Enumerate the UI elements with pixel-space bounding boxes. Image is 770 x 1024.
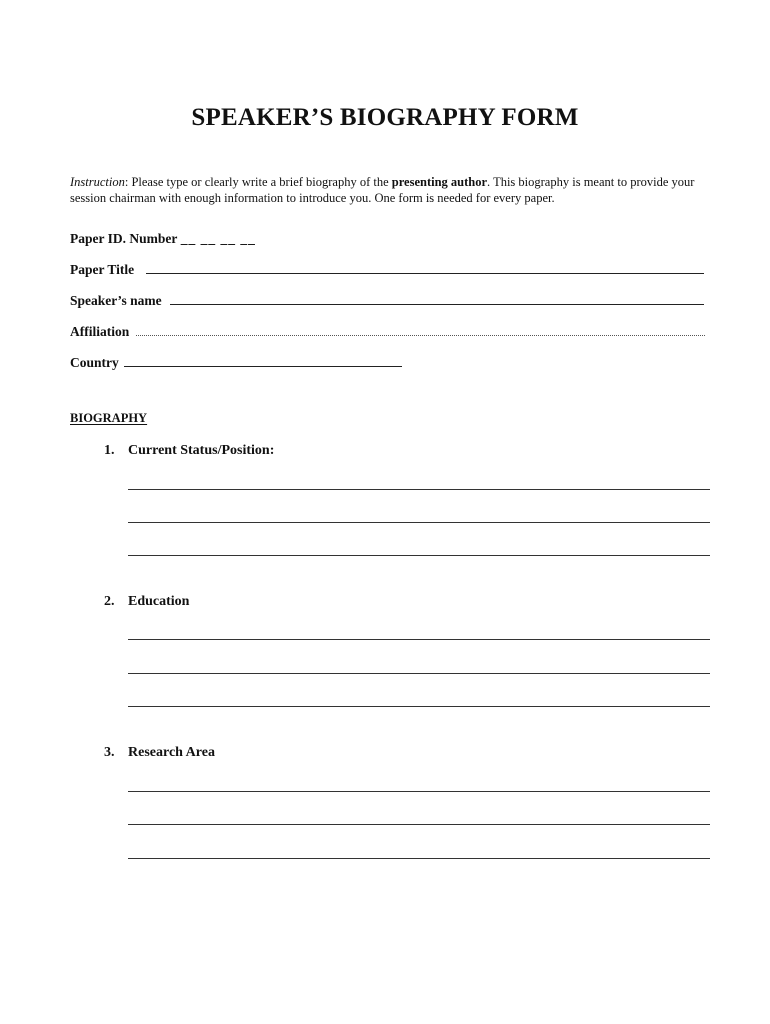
paper-id-field[interactable] (70, 231, 256, 247)
instruction-emphasis: presenting author (391, 175, 488, 189)
question-label: Current Status/Position: (128, 443, 275, 458)
question-label: Education (128, 594, 190, 609)
biography-heading: BIOGRAPHY (70, 411, 148, 425)
country-input-line[interactable] (124, 366, 402, 367)
question-current-status (104, 443, 274, 459)
question-label: Research Area (128, 745, 215, 760)
speaker-name-input-line[interactable] (170, 304, 704, 305)
affiliation-field (70, 324, 129, 340)
paper-title-label: Paper Title (70, 262, 135, 277)
answer-line[interactable] (128, 673, 710, 674)
answer-line[interactable] (128, 522, 710, 523)
affiliation-label: Affiliation (70, 324, 130, 339)
answer-line[interactable] (128, 824, 710, 825)
paper-title-field (70, 262, 134, 278)
answer-line[interactable] (128, 706, 710, 707)
instruction-text-after: . This biography is meant to provide your session chairman with enough information to introduce you. One form is needed for every paper. (70, 175, 695, 205)
instruction-paragraph (70, 175, 710, 206)
affiliation-input-line[interactable] (136, 335, 705, 336)
answer-line[interactable] (128, 489, 710, 490)
question-education (104, 594, 189, 610)
question-number: 1. (104, 443, 115, 458)
question-number: 2. (104, 594, 115, 609)
question-research-area (104, 745, 215, 761)
paper-title-input-line[interactable] (146, 273, 704, 274)
question-number: 3. (104, 745, 115, 760)
answer-line[interactable] (128, 791, 710, 792)
instruction-lead: Instruction (70, 175, 125, 189)
country-field (70, 355, 119, 371)
country-label: Country (70, 355, 119, 370)
answer-line[interactable] (128, 858, 710, 859)
speaker-name-field (70, 293, 162, 309)
form-title: SPEAKER’S BIOGRAPHY FORM (191, 104, 579, 131)
paper-id-blanks[interactable]: __ __ __ __ (180, 231, 256, 246)
answer-line[interactable] (128, 639, 710, 640)
speaker-name-label: Speaker’s name (70, 293, 162, 308)
paper-id-label: Paper ID. Number (70, 231, 178, 246)
instruction-text-before: : Please type or clearly write a brief biography of the (124, 175, 392, 189)
answer-line[interactable] (128, 555, 710, 556)
